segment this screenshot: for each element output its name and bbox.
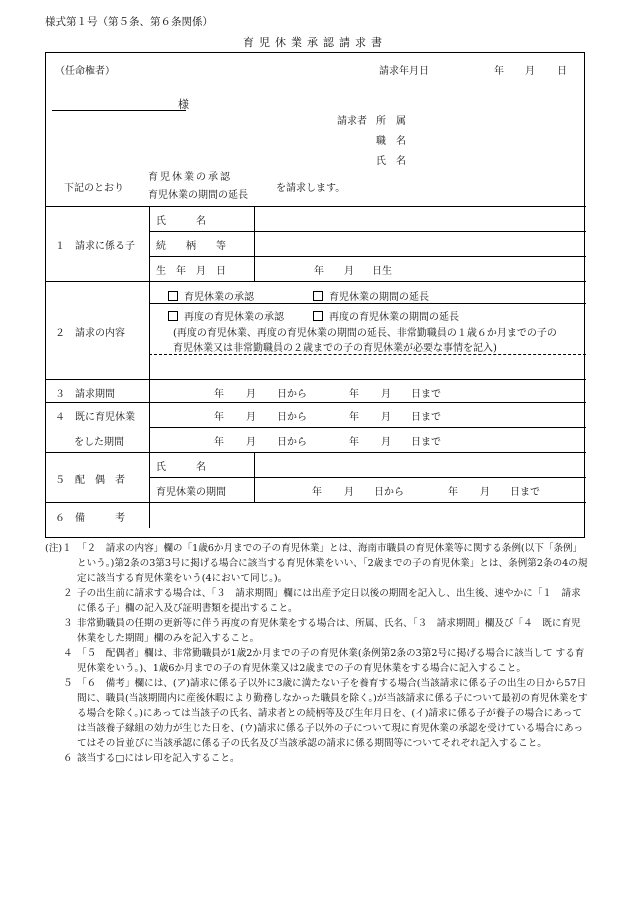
- section3-label: ３ 請求期間: [55, 389, 115, 400]
- option-re-approval-label: 再度の育児休業の承認: [184, 312, 284, 323]
- spouse-from-label: 日から: [374, 487, 404, 498]
- note-number: ４: [63, 648, 73, 659]
- option-extension-label: 育児休業の期間の延長: [329, 292, 429, 303]
- section4-label-line2: をした期間: [74, 437, 124, 448]
- section1-inner-divider: [254, 206, 255, 281]
- child-name-label: 氏 名: [156, 216, 206, 227]
- birth-day-label: 日生: [372, 266, 392, 277]
- checkbox-icon[interactable]: [313, 311, 323, 321]
- request-date-label: 請求年月日: [379, 66, 429, 77]
- section1-label: １ 請求に係る子: [55, 241, 135, 252]
- child-birth-label: 生 年 月 日: [156, 266, 226, 277]
- divider: [46, 206, 586, 207]
- option-re-approval[interactable]: [168, 308, 284, 323]
- note-number: ５: [63, 678, 73, 689]
- divider: [46, 502, 586, 503]
- note-item: [45, 616, 590, 646]
- divider: [46, 379, 586, 380]
- checkbox-icon[interactable]: [168, 311, 178, 321]
- appointer-label: （任命権者）: [55, 66, 115, 77]
- request-option-extension[interactable]: 育児休業の期間の延長: [148, 190, 248, 201]
- option-approval[interactable]: [168, 288, 254, 303]
- position-label: 職 名: [376, 136, 406, 147]
- prior-1-end-month: 月: [381, 412, 391, 423]
- note-number: ２: [63, 588, 73, 599]
- birth-year-label: 年: [314, 266, 324, 277]
- dept-label: 所 属: [376, 116, 406, 127]
- note-text: 「５ 配偶者」欄は、非常勤職員が1歳2か月までの子の育児休業(条例第2条の3第2号に掲げる場合に該当して する育児休業をいう。)、1歳6か月までの子の育児休業又は2歳までの子の育児休業をする場合に記入すること。: [77, 648, 585, 674]
- period-end-year: 年: [349, 389, 359, 400]
- date-day-label: 日: [557, 66, 567, 77]
- note-text: 「６ 備考」欄には、(ア)請求に係る子以外に3歳に満たない子を養育する場合(当該請求に係る子の出生の日から57日間に、職員(当該期間内に産後休暇により勤務しなかった職員を除く。)が当該請求に係る子について最初の育児休業をする場合を除く。)にあっては当該子の氏名、請求者との続柄等及び生年月日を、(イ)請求に係る子が養子の場合にあっては当該養子縁組の効力が生じた日を、(ウ)請求に係る子以外の子について現に育児休業の承認を受けている場合にあってはその旨並びに当該承認に係る子の氏名及び当該承認の請求に係る期間等についてそれぞれ記入すること。: [77, 678, 588, 749]
- spouse-end-year: 年: [448, 487, 458, 498]
- note-prefix: (注)１: [45, 543, 72, 554]
- form-code: 様式第１号（第５条、第６条関係）: [45, 16, 213, 28]
- prior-1-start-month: 月: [246, 412, 256, 423]
- requester-prefix: 請求者: [337, 116, 367, 127]
- note-text: 子の出生前に請求する場合は、「３ 請求期間」欄には出産予定日以後の期間を記入し、出生後、速やかに「１ 請求に係る子」欄の記入及び証明書類を提出すること。: [77, 588, 581, 614]
- spouse-period-label: 育児休業の期間: [156, 487, 226, 498]
- checkbox-icon[interactable]: [168, 291, 178, 301]
- request-option-approval[interactable]: 育児休業の承認: [148, 172, 232, 183]
- section4-label-line1: ４ 既に育児休業: [55, 412, 135, 423]
- birth-month-label: 月: [344, 266, 354, 277]
- period-start-year: 年: [214, 389, 224, 400]
- option-re-extension[interactable]: [313, 308, 459, 323]
- notes-section: [45, 541, 590, 766]
- reason-dashed-line: [149, 354, 586, 355]
- divider: [149, 231, 586, 232]
- prior-2-to-label: 日まで: [411, 437, 441, 448]
- divider: [149, 256, 586, 257]
- label-column-divider: [149, 206, 150, 528]
- option-extension[interactable]: [313, 288, 429, 303]
- date-year-label: 年: [494, 66, 504, 77]
- section6-label: ６ 備 考: [55, 513, 125, 524]
- spouse-name-label: 氏 名: [156, 462, 206, 473]
- prior-2-from-label: 日から: [277, 437, 307, 448]
- prior-2-end-month: 月: [381, 437, 391, 448]
- divider: [149, 427, 586, 428]
- section5-label: ５ 配 偶 者: [55, 475, 125, 486]
- sama-label: 様: [178, 98, 189, 111]
- checkbox-icon[interactable]: [313, 291, 323, 301]
- note-number: ６: [63, 753, 73, 764]
- note-text: 非常勤職員の任期の更新等に伴う再度の育児休業をする場合は、所属、氏名、「３ 請求期間」欄及び「４ 既に育児休業をした期間」欄のみを記入すること。: [77, 618, 581, 644]
- child-relation-label: 続 柄 等: [156, 241, 226, 252]
- date-month-label: 月: [525, 66, 535, 77]
- reason-note-line1: (再度の育児休業、再度の育児休業の期間の延長、非常勤職員の１歳６か月までの子の: [173, 328, 557, 339]
- note-item: [45, 646, 590, 676]
- period-from-label: 日から: [277, 389, 307, 400]
- prior-1-to-label: 日まで: [411, 412, 441, 423]
- option-approval-label: 育児休業の承認: [184, 292, 254, 303]
- period-to-label: 日まで: [411, 389, 441, 400]
- prior-2-start-year: 年: [214, 437, 224, 448]
- note-text: 「２ 請求の内容」欄の「1歳6か月までの子の育児休業」とは、海南市職員の育児休業等に関する条例(以下「条例」という。)第2条の3第3号に掲げる場合に該当する育児休業をいい、「2歳までの子の育児休業」とは、条例第2条の4の規定に該当する育児休業をいう(4において同じ。)。: [77, 543, 588, 584]
- prior-1-end-year: 年: [349, 412, 359, 423]
- period-end-month: 月: [381, 389, 391, 400]
- divider: [149, 303, 586, 304]
- reason-note-line2: 育児休業又は非常勤職員の２歳までの子の育児休業が必要な事情を記入): [173, 343, 497, 354]
- page-title: 育児休業承認請求書: [243, 36, 387, 49]
- note-item: [45, 541, 590, 586]
- divider: [46, 281, 586, 282]
- prior-1-from-label: 日から: [277, 412, 307, 423]
- addressee-line[interactable]: [52, 110, 186, 111]
- note-number: ３: [63, 618, 73, 629]
- divider: [46, 452, 586, 453]
- spouse-to-label: 日まで: [510, 487, 540, 498]
- section2-label: ２ 請求の内容: [55, 328, 125, 339]
- request-suffix: を請求します。: [276, 183, 346, 194]
- prior-2-start-month: 月: [246, 437, 256, 448]
- note-item: [45, 676, 590, 751]
- option-re-extension-label: 再度の育児休業の期間の延長: [329, 312, 459, 323]
- note-item: [45, 751, 590, 766]
- note-text: 該当する□にはレ印を記入すること。: [77, 753, 240, 764]
- name-label: 氏 名: [376, 156, 406, 167]
- divider: [46, 402, 586, 403]
- form-table: [45, 52, 585, 538]
- spouse-start-month: 月: [344, 487, 354, 498]
- spouse-start-year: 年: [312, 487, 322, 498]
- spouse-end-month: 月: [480, 487, 490, 498]
- note-item: [45, 586, 590, 616]
- prior-1-start-year: 年: [214, 412, 224, 423]
- kakiki-label: 下記のとおり: [64, 183, 124, 194]
- prior-2-end-year: 年: [349, 437, 359, 448]
- divider: [149, 477, 586, 478]
- period-start-month: 月: [246, 389, 256, 400]
